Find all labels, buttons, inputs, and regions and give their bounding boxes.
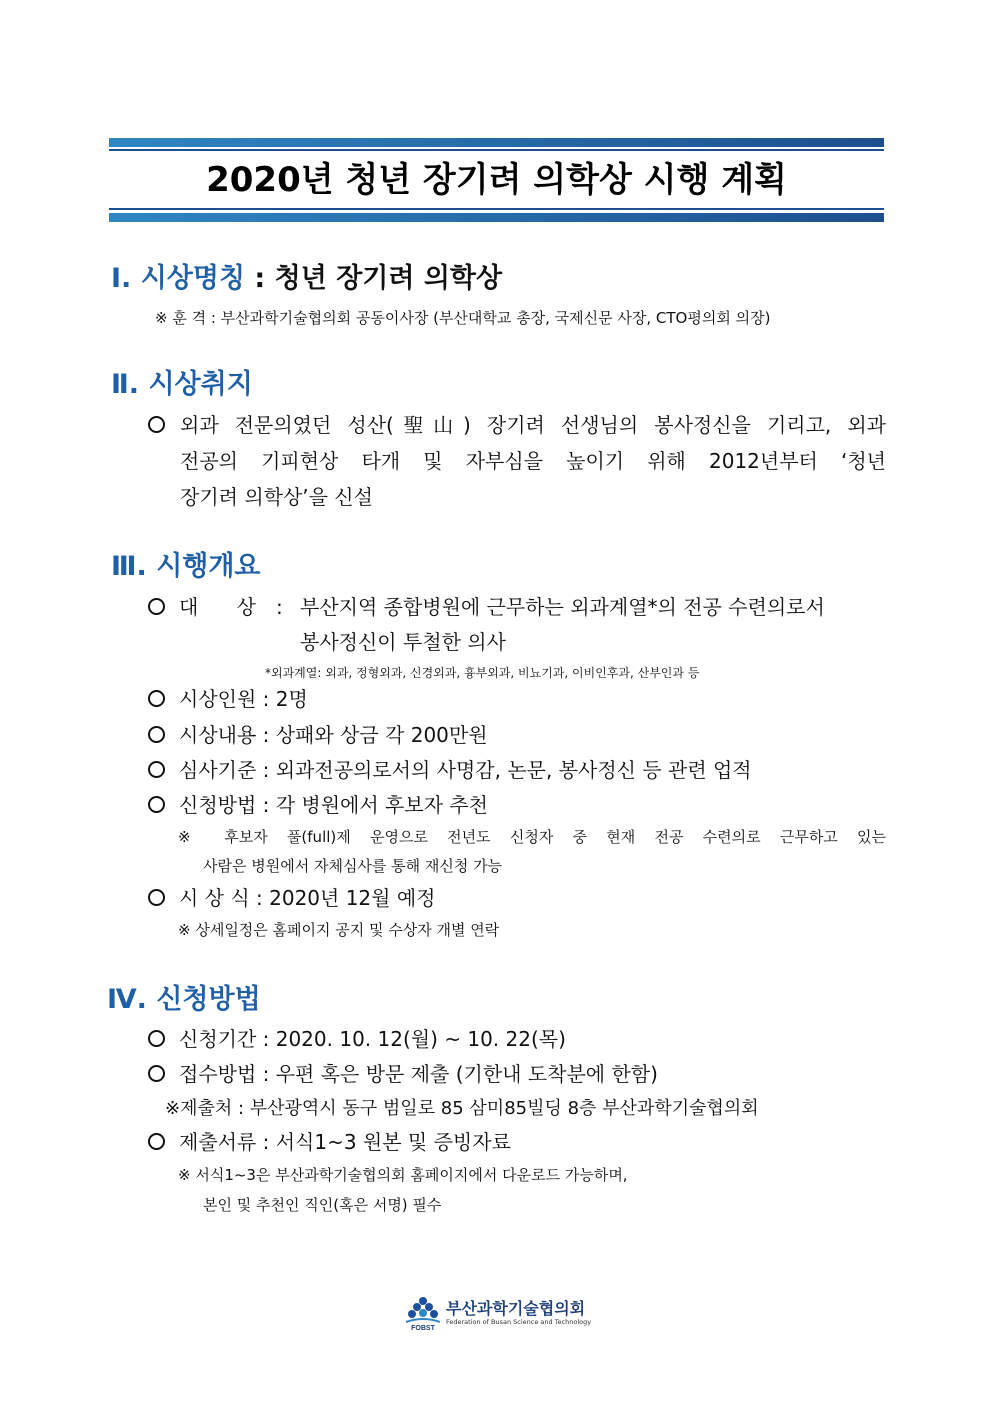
target-colon: :: [276, 595, 283, 619]
target-note: *외과계열: 외과, 정형외과, 신경외과, 흉부외과, 비뇨기과, 이비인후과, 산부인과 등: [265, 666, 700, 680]
bullet-circle-icon: [148, 598, 165, 615]
section-3-title: 시행개요: [156, 551, 261, 582]
section-1-sep: :: [245, 263, 275, 294]
section-2-title: 시상취지: [148, 369, 253, 400]
org-name-korean: 부산과학기술협의회: [446, 1299, 586, 1318]
ceremony-note: ※ 상세일정은 홈페이지 공지 및 수상자 개별 연락: [178, 921, 500, 939]
period-row: [148, 1024, 566, 1054]
section-2-line-1: 외과 전문의였던 성산(聖山) 장기려 선생님의 봉사정신을 기리고, 외과: [180, 413, 886, 437]
content-row: [148, 720, 488, 750]
target-row: [148, 592, 256, 622]
bullet-circle-icon: [148, 761, 165, 778]
title-bar-bottom-thin: [109, 208, 884, 210]
section-3-heading: [111, 550, 261, 584]
method-text: 접수방법 : 우편 혹은 방문 제출 (기한내 도착분에 한함): [179, 1062, 658, 1086]
criteria-row: [148, 755, 752, 785]
apply-row: [148, 790, 488, 820]
docs-text: 제출서류 : 서식1~3 원본 및 증빙자료: [179, 1130, 511, 1154]
ceremony-row: [148, 883, 435, 913]
bullet-circle-icon: [148, 1065, 165, 1082]
section-2-line-2: 전공의 기피현상 타개 및 자부심을 높이기 위해 2012년부터 ‘청년: [180, 449, 886, 473]
section-2-number: Ⅱ.: [111, 369, 149, 400]
target-line-2: 봉사정신이 투철한 의사: [300, 630, 506, 654]
page-title: 2020년 청년 장기려 의학상 시행 계획: [206, 160, 787, 200]
section-2-bullet: [148, 410, 179, 440]
bullet-circle-icon: [148, 416, 165, 433]
section-2-line-3: 장기려 의학상’을 신설: [180, 485, 373, 509]
title-bar-top-thin: [109, 149, 884, 151]
criteria-text: 심사기준 : 외과전공의로서의 사명감, 논문, 봉사정신 등 관련 업적: [179, 758, 752, 782]
section-2-heading: [111, 368, 253, 402]
section-3-number: Ⅲ.: [111, 551, 157, 582]
target-line-1: 부산지역 종합병원에 근무하는 외과계열*의 전공 수련의로서: [300, 595, 825, 619]
section-4-heading: [107, 983, 261, 1017]
apply-text: 신청방법 : 각 병원에서 후보자 추천: [179, 793, 489, 817]
docs-note-1: ※ 서식1~3은 부산과학기술협의회 홈페이지에서 다운로드 가능하며,: [178, 1166, 628, 1184]
title-bar-top: [109, 138, 884, 147]
title-bar-bottom: [109, 213, 884, 222]
logo-text: FOBST: [411, 1325, 435, 1332]
count-text: 시상인원 : 2명: [179, 687, 308, 711]
org-name-english: Federation of Busan Science and Technology: [446, 1318, 592, 1326]
count-row: [148, 684, 308, 714]
content-text: 시상내용 : 상패와 상금 각 200만원: [179, 723, 488, 747]
section-1-note: ※ 훈 격 : 부산과학기술협의회 공동이사장 (부산대학교 총장, 국제신문 사장, CTO평의회 의장): [155, 309, 771, 327]
bullet-circle-icon: [148, 889, 165, 906]
bullet-circle-icon: [148, 796, 165, 813]
bullet-circle-icon: [148, 690, 165, 707]
section-1-number: Ⅰ.: [111, 263, 141, 294]
target-label: 대 상: [179, 595, 256, 619]
address-text: ※제출처 : 부산광역시 동구 범일로 85 삼미85빌딩 8층 부산과학기술협의회: [165, 1098, 759, 1119]
apply-note-1: ※ 후보자 풀(full)제 운영으로 전년도 신청자 중 현재 전공 수련의로 근무하고 있는: [178, 828, 886, 846]
method-row: [148, 1059, 658, 1089]
period-text: 신청기간 : 2020. 10. 12(월) ~ 10. 22(목): [179, 1027, 566, 1051]
bullet-circle-icon: [148, 1030, 165, 1047]
bullet-circle-icon: [148, 726, 165, 743]
section-1-value: 청년 장기려 의학상: [274, 263, 503, 294]
docs-row: [148, 1127, 511, 1157]
section-4-title: 신청방법: [156, 984, 261, 1015]
ceremony-text: 시 상 식 : 2020년 12월 예정: [179, 886, 436, 910]
section-4-number: Ⅳ.: [107, 984, 157, 1015]
fobst-logo-icon: [404, 1294, 442, 1332]
bullet-circle-icon: [148, 1133, 165, 1150]
apply-note-2: 사람은 병원에서 자체심사를 통해 재신청 가능: [203, 857, 503, 875]
section-1-title: 시상명칭: [140, 263, 246, 294]
section-1-heading: [111, 262, 502, 296]
docs-note-2: 본인 및 추천인 직인(혹은 서명) 필수: [203, 1196, 442, 1214]
